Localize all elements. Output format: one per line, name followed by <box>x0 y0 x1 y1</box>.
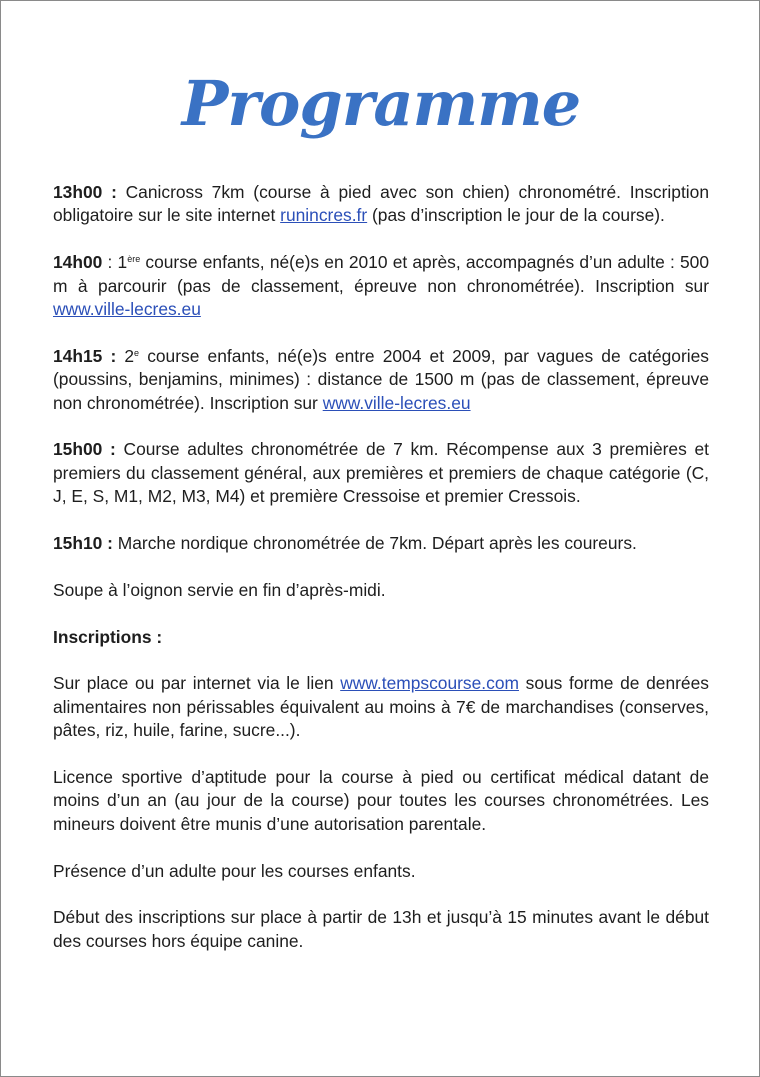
inscriptions-paragraph-licence: Licence sportive d’aptitude pour la course à pied ou certificat médical datant de moins d’un an (au jour de la course) pour toutes les courses chronométrées. Les mineurs doivent être munis d’une autorisation parentale. <box>53 767 709 834</box>
program-item-1510 <box>53 532 709 555</box>
program-item-1300 <box>53 181 709 228</box>
program-time: 14h00 <box>53 252 103 273</box>
inscriptions-paragraph-adult: Présence d’un adulte pour les courses enfants. <box>53 860 416 881</box>
inscriptions-paragraph-start: Début des inscriptions sur place à partir de 13h et jusqu’à 15 minutes avant le début des courses hors équipe canine. <box>53 907 709 951</box>
ordinal-suffix: e <box>134 347 140 358</box>
paragraph-text: Sur place ou par internet via le lien <box>53 673 341 694</box>
program-text: course enfants, né(e)s en 2010 et après, accompagnés d’un adulte : 500 m à parcourir (pas de classement, épreuve non chronométrée). Inscription sur <box>53 252 709 296</box>
program-text: : 1 <box>102 252 128 273</box>
program-text: Course adultes chronométrée de 7 km. Récompense aux 3 premières et premiers du classement général, aux premières et premiers de chaque catégorie (C, J, E, S, M1, M2, M3, M4) et première Cressoise et premier Cressois. <box>53 439 709 507</box>
program-time: 14h15 : <box>53 345 117 366</box>
program-text: Marche nordique chronométrée de 7km. Départ après les coureurs. <box>112 533 637 554</box>
paragraph-text: sous forme de denrées alimentaires non périssables équivalent au moins à 7€ de marchandises (conserves, pâtes, riz, huile, farine, sucre...). <box>53 673 709 741</box>
soup-note: Soupe à l’oignon servie en fin d’après-midi. <box>53 579 386 600</box>
program-text: (pas d’inscription le jour de la course). <box>367 205 665 226</box>
inscriptions-heading-text: Inscriptions : <box>53 626 163 647</box>
program-text: 2 <box>116 345 135 366</box>
program-item-1400 <box>53 251 709 321</box>
program-item-1500 <box>53 438 709 508</box>
tempscourse-link[interactable]: www.tempscourse.com <box>340 673 519 694</box>
program-time: 15h00 : <box>53 439 116 460</box>
ville-lecres-link[interactable]: www.ville-lecres.eu <box>322 392 471 413</box>
inscriptions-heading <box>53 626 709 649</box>
ordinal-suffix: ère <box>127 254 141 265</box>
page-title: Programme <box>181 67 581 140</box>
program-item-1415 <box>53 345 709 415</box>
runincres-link[interactable]: runincres.fr <box>280 205 368 226</box>
program-time: 15h10 : <box>53 533 113 554</box>
document-body <box>53 181 709 977</box>
ville-lecres-link[interactable]: www.ville-lecres.eu <box>53 299 201 320</box>
program-text: course enfants, né(e)s entre 2004 et 2009, par vagues de catégories (poussins, benjamins, minimes) : distance de 1500 m (pas de classement, épreuve non chronométrée). Inscription sur <box>53 345 709 413</box>
inscriptions-paragraph-online <box>53 672 709 742</box>
program-text: Canicross 7km (course à pied avec son chien) chronométré. Inscription obligatoire sur le site internet <box>53 182 709 226</box>
program-time: 13h00 : <box>53 182 117 202</box>
